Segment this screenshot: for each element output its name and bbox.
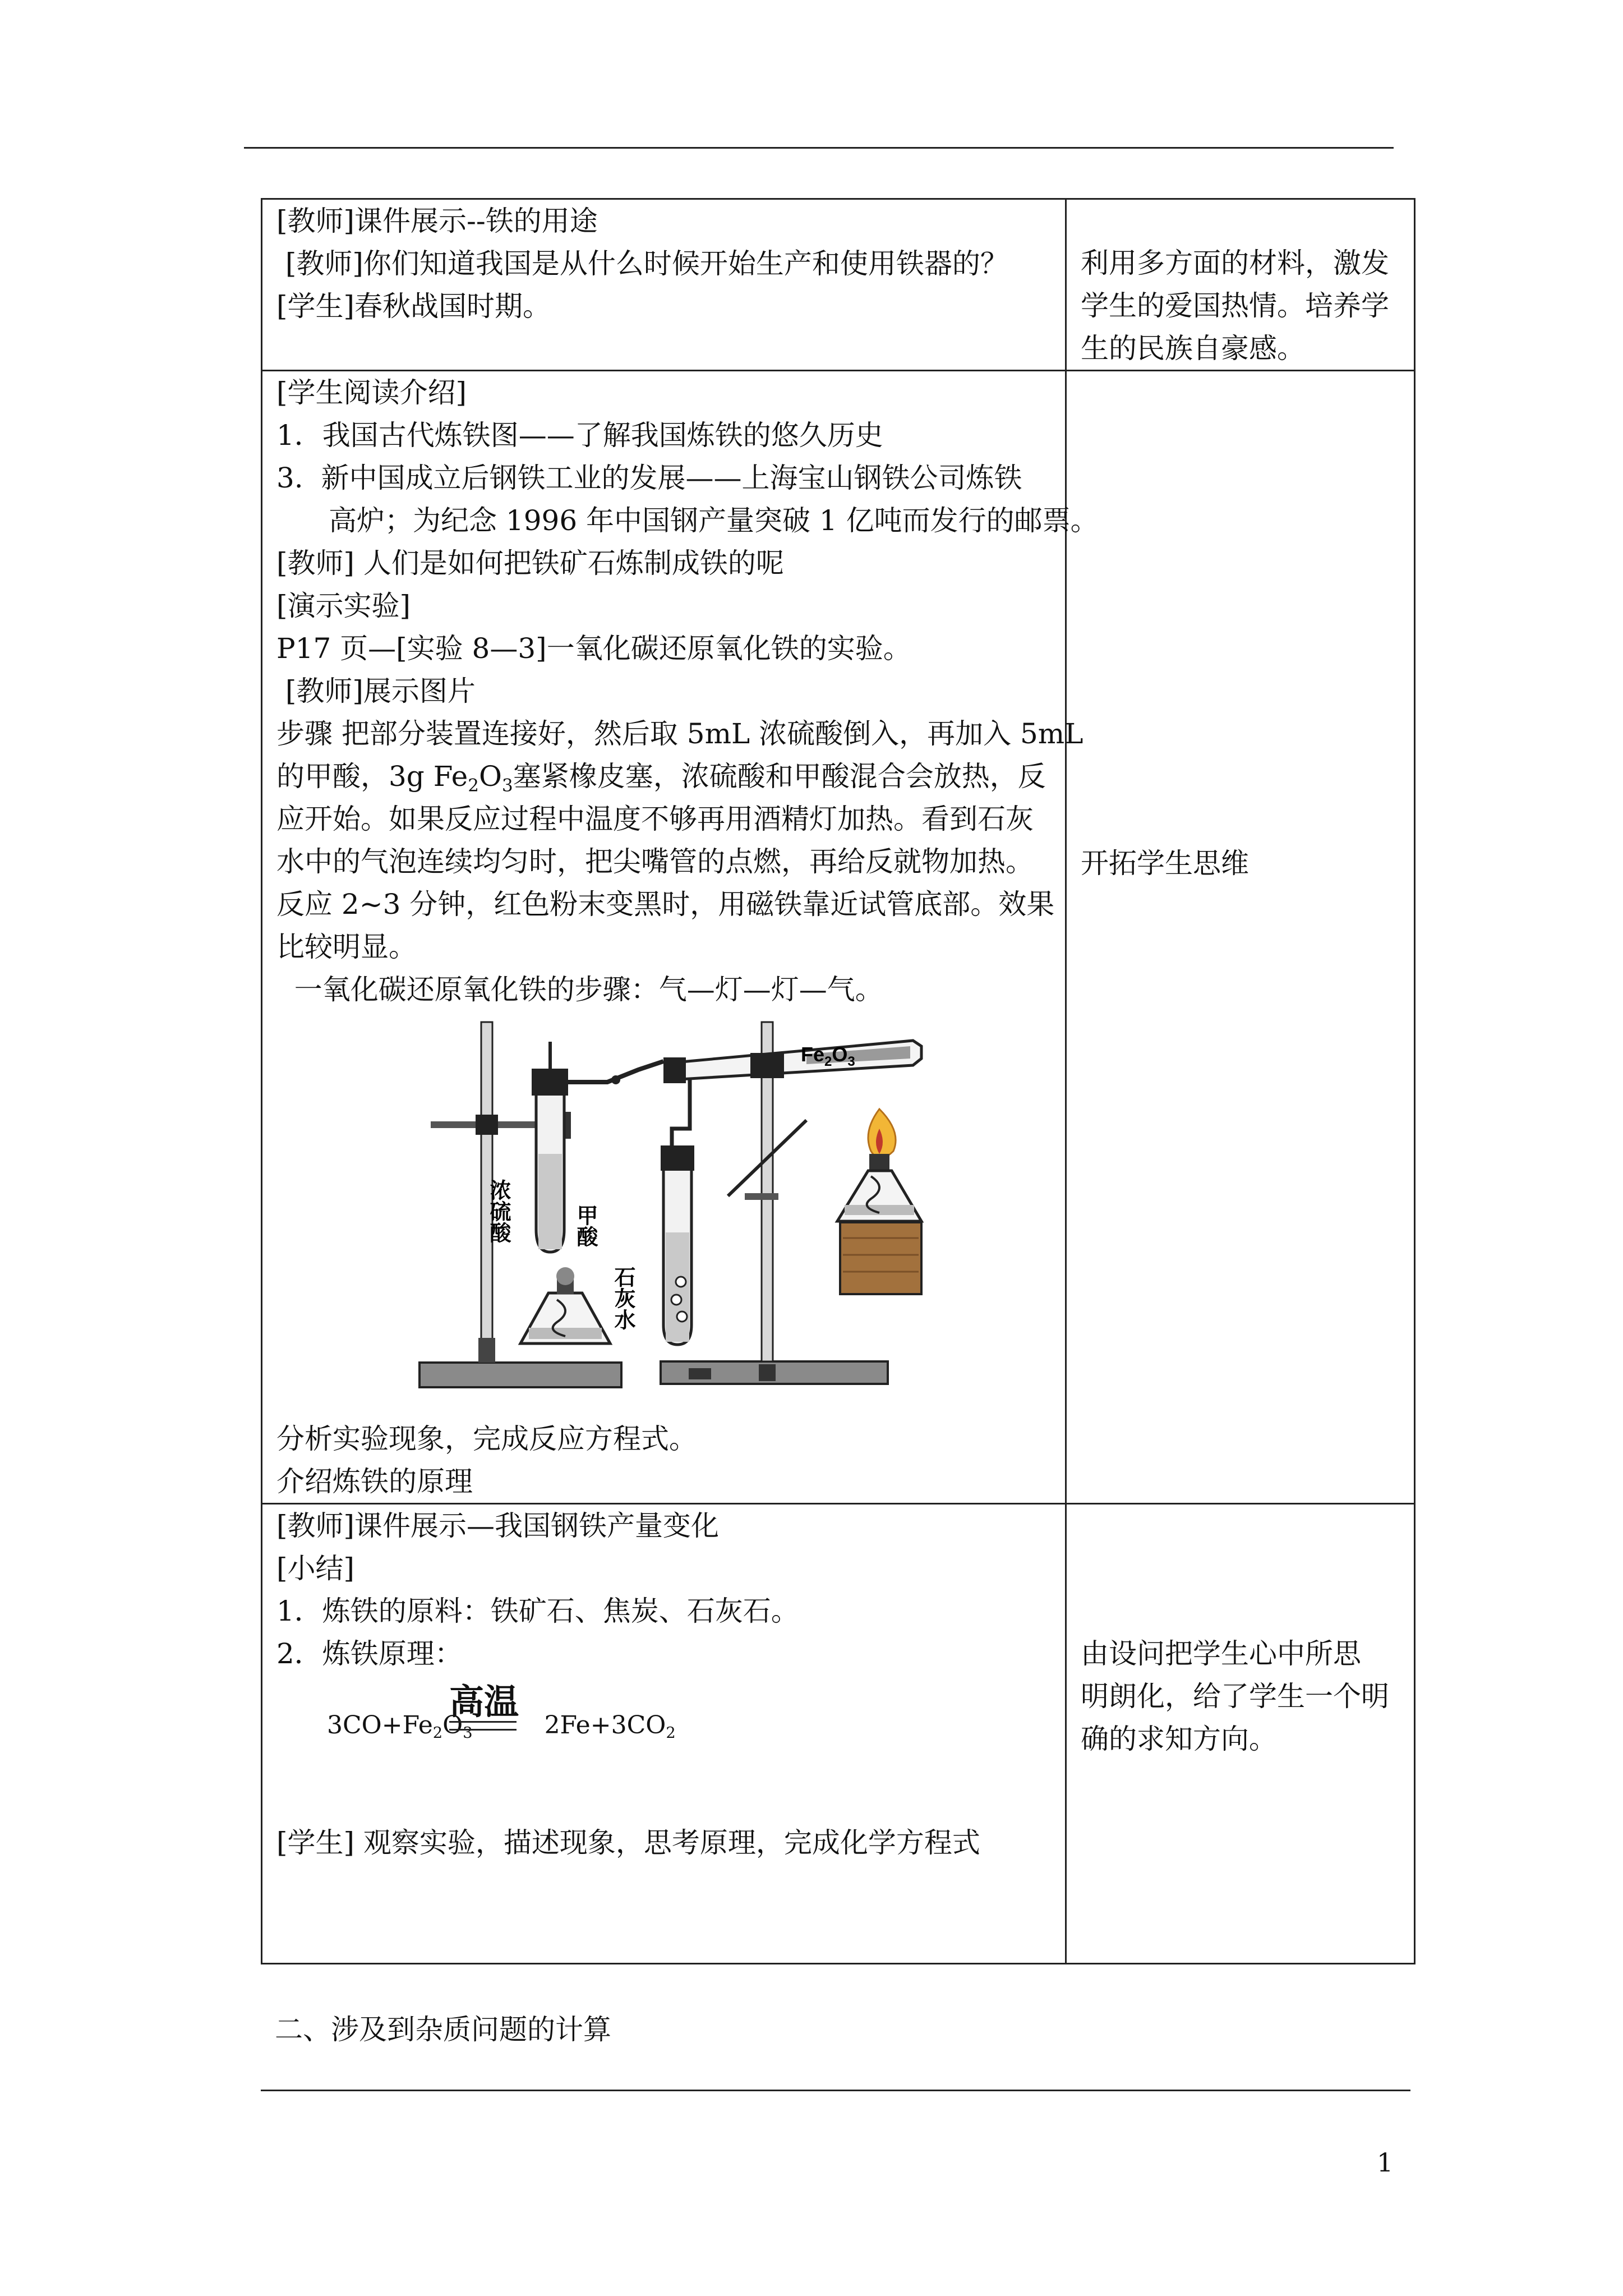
subscript: 2 [666, 1724, 676, 1742]
eq-products: 2Fe+3CO [544, 1711, 666, 1740]
stopper-right [663, 1057, 686, 1083]
limewater-liquid [666, 1232, 689, 1342]
text-line: 分析实验现象，完成反应方程式。 [276, 1423, 697, 1455]
text-line: 步骤 把部分装置连接好，然后取 5mL 浓硫酸倒入，再加入 5mL [276, 717, 1083, 750]
section-heading: 二、涉及到杂质问题的计算 [275, 2013, 611, 2046]
subscript: 2 [468, 775, 479, 796]
text-line: [教师]展示图片 [276, 675, 476, 707]
text-line: 介绍炼铁的原理 [276, 1465, 473, 1498]
activity-cell [262, 199, 1066, 371]
equation-double-bar [449, 1721, 517, 1731]
label-fe2o3 [801, 1043, 855, 1069]
rod-foot-right [759, 1364, 776, 1381]
subscript: 3 [502, 775, 513, 796]
stopper-left [532, 1069, 568, 1096]
text-line: P17 页—[实验 8—3]一氧化碳还原氧化铁的实验。 [276, 632, 911, 665]
delivery-tube-right [672, 1078, 690, 1151]
bubble [677, 1312, 687, 1322]
note-line: 确的求知方向。 [1081, 1723, 1277, 1755]
note-line: 学生的爱国热情。培养学 [1081, 289, 1389, 322]
table-row [262, 371, 1415, 1504]
bubble [676, 1277, 686, 1287]
page-number: 1 [1377, 2147, 1394, 2178]
label-limewater: 石灰水 [611, 1266, 634, 1330]
flame [868, 1109, 896, 1158]
subscript: 3 [463, 1724, 473, 1742]
fe2o3-sub-3: 3 [847, 1054, 855, 1069]
text-line: [小结] [276, 1552, 355, 1585]
intent-cell [1066, 199, 1415, 371]
tube-joint [611, 1075, 620, 1084]
intent-cell [1066, 1504, 1415, 1964]
text-line: [教师] 人们是如何把铁矿石炼制成铁的呢 [276, 547, 784, 579]
activity-cell [262, 371, 1099, 1504]
fe2o3-fe: Fe [801, 1043, 825, 1066]
text-line: 1．炼铁的原料：铁矿石、焦炭、石灰石。 [276, 1595, 799, 1627]
text-line: 反应 2~3 分钟，红色粉末变黑时，用磁铁靠近试管底部。效果 [276, 888, 1055, 921]
horizontal-reaction-tube [669, 1041, 921, 1080]
fe2o3-o: O [832, 1043, 848, 1066]
acid-liquid [538, 1154, 562, 1249]
text-span: 塞紧橡皮塞，浓硫酸和甲酸混合会放热，反 [513, 760, 1046, 793]
subscript: 2 [432, 1724, 443, 1742]
base-foot-right [689, 1368, 711, 1379]
label-formic-acid: 甲酸 [573, 1204, 597, 1247]
note-line: 由设问把学生心中所思 [1081, 1637, 1361, 1670]
footer-rule [261, 2090, 1410, 2091]
text-line: 2．炼铁原理： [276, 1637, 463, 1670]
text-line: 比较明显。 [276, 931, 417, 963]
intent-note [1081, 842, 1400, 885]
eq-o: O [442, 1711, 463, 1740]
intent-cell [1066, 371, 1415, 1504]
label-sulfuric-acid: 浓硫酸 [486, 1179, 510, 1243]
text-line: [学生] 观察实验，描述现象，思考原理，完成化学方程式 [276, 1826, 980, 1859]
table-row [262, 1504, 1415, 1964]
text-line: 水中的气泡连续均匀时，把尖嘴管的点燃，再给反就物加热。 [276, 845, 1034, 878]
eq-co-fe: 3CO+Fe [327, 1711, 433, 1740]
text-line: 1．我国古代炼铁图——了解我国炼铁的悠久历史 [276, 419, 883, 452]
co-reduction-apparatus-figure [414, 1019, 930, 1412]
note-line: 明朗化，给了学生一个明 [1081, 1680, 1389, 1713]
lamp-cap-right [869, 1154, 889, 1171]
bubble [671, 1295, 681, 1305]
intent-note [1081, 242, 1400, 370]
stand-base-left [419, 1363, 621, 1387]
text-line: 一氧化碳还原氧化铁的步骤：气—灯—灯—气。 [276, 973, 883, 1006]
note-line: 开拓学生思维 [1081, 847, 1249, 880]
fe2o3-sub-2: 2 [824, 1054, 832, 1069]
note-line: 生的民族自豪感。 [1081, 332, 1305, 365]
note-line: 利用多方面的材料，激发 [1081, 247, 1389, 279]
intent-note [1081, 1632, 1400, 1760]
wooden-block [840, 1222, 921, 1294]
lesson-table [261, 198, 1415, 1964]
text-line: [学生阅读介绍] [276, 376, 467, 409]
reaction-condition: 高温 [449, 1681, 519, 1722]
lamp-top-left [556, 1267, 574, 1285]
rod-foot-left [478, 1338, 495, 1363]
text-line: [教师]课件展示--铁的用途 [276, 205, 598, 237]
text-line: 应开始。如果反应过程中温度不够再用酒精灯加热。看到石灰 [276, 803, 1034, 835]
header-rule [244, 147, 1394, 149]
clamp-arm-right [745, 1193, 778, 1200]
stopper-limewater [661, 1145, 694, 1171]
text-line: 高炉；为纪念 1996 年中国钢产量突破 1 亿吨而发行的邮票。 [329, 504, 1099, 537]
clamp-boss-left [476, 1115, 498, 1135]
text-span: 的甲酸，3g Fe [276, 760, 468, 793]
tube-clamp-right [750, 1053, 784, 1078]
table-row [262, 199, 1415, 371]
text-line: 3. 新中国成立后钢铁工业的发展——上海宝山钢铁公司炼铁 [276, 462, 1022, 494]
activity-cell [262, 1504, 1066, 1964]
text-span: O [479, 760, 502, 793]
text-line: [学生]春秋战国时期。 [276, 290, 551, 323]
text-line [276, 755, 1046, 798]
text-line: [演示实验] [276, 590, 411, 622]
text-line: [教师]你们知道我国是从什么时候开始生产和使用铁器的？ [276, 247, 1008, 280]
text-line: [教师]课件展示—我国钢铁产量变化 [276, 1510, 720, 1542]
